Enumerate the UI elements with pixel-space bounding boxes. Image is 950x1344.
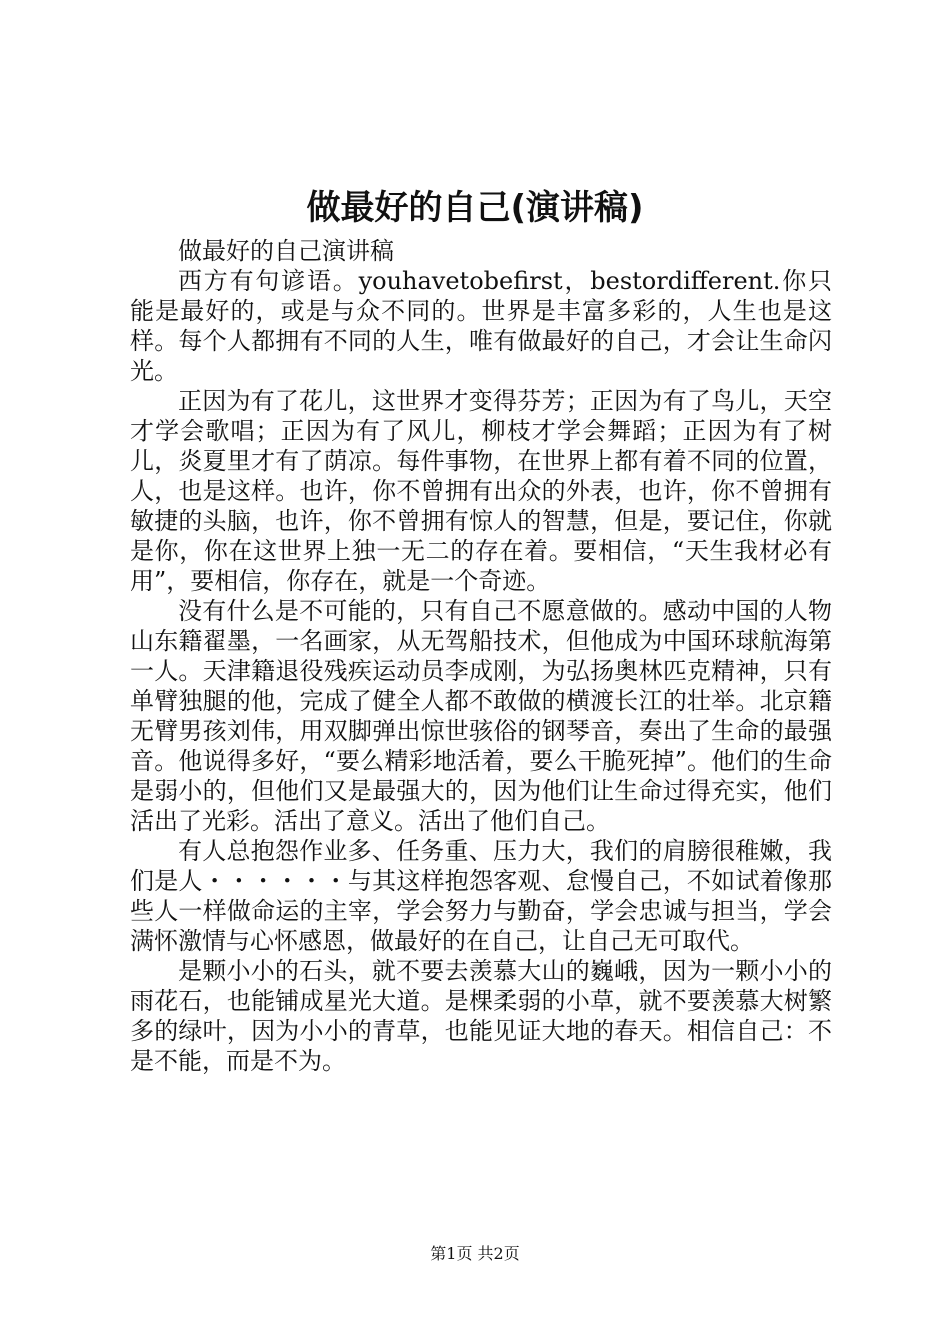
paragraph: 有人总抱怨作业多、任务重、压力大，我们的肩膀很稚嫩，我们是人・・・・・・与其这样抱怨客观、怠慢自己，不如试着像那些人一样做命运的主宰，学会努力与勤奋，学会忠诚与担当，学会满怀激情与心怀感恩，做最好的在自己，让自己无可取代。 xyxy=(130,837,832,955)
paragraph: 西方有句谚语。youhavetobefirst，bestordifferent.你只能是最好的，或是与众不同的。世界是丰富多彩的，人生也是这样。每个人都拥有不同的人生，唯有做最好的自己，才会让生命闪光。 xyxy=(130,267,832,385)
paragraph: 是颗小小的石头，就不要去羡慕大山的巍峨，因为一颗小小的雨花石，也能铺成星光大道。是棵柔弱的小草，就不要羡慕大树繁多的绿叶，因为小小的青草，也能见证大地的春天。相信自己：不是不能，而是不为。 xyxy=(130,957,832,1075)
document-body xyxy=(130,236,832,1076)
document-title: 做最好的自己(演讲稿) xyxy=(306,188,644,228)
page-number-footer: 第1页 共2页 xyxy=(430,1244,520,1263)
paragraph-subtitle: 做最好的自己演讲稿 xyxy=(178,237,394,265)
paragraph: 正因为有了花儿，这世界才变得芬芳；正因为有了鸟儿，天空才学会歌唱；正因为有了风儿，柳枝才学会舞蹈；正因为有了树儿，炎夏里才有了荫凉。每件事物，在世界上都有着不同的位置，人，也是这样。也许，你不曾拥有出众的外表，也许，你不曾拥有敏捷的头脑，也许，你不曾拥有惊人的智慧，但是，要记住，你就是你，你在这世界上独一无二的存在着。要相信，“天生我材必有用”，要相信，你存在，就是一个奇迹。 xyxy=(130,387,832,595)
paragraph: 没有什么是不可能的，只有自己不愿意做的。感动中国的人物山东籍翟墨，一名画家，从无驾船技术，但他成为中国环球航海第一人。天津籍退役残疾运动员李成刚，为弘扬奥林匹克精神，只有单臂独腿的他，完成了健全人都不敢做的横渡长江的壮举。北京籍无臂男孩刘伟，用双脚弹出惊世骇俗的钢琴音，奏出了生命的最强音。他说得多好，“要么精彩地活着，要么干脆死掉”。他们的生命是弱小的，但他们又是最强大的，因为他们让生命过得充实，他们活出了光彩。活出了意义。活出了他们自己。 xyxy=(130,597,832,835)
